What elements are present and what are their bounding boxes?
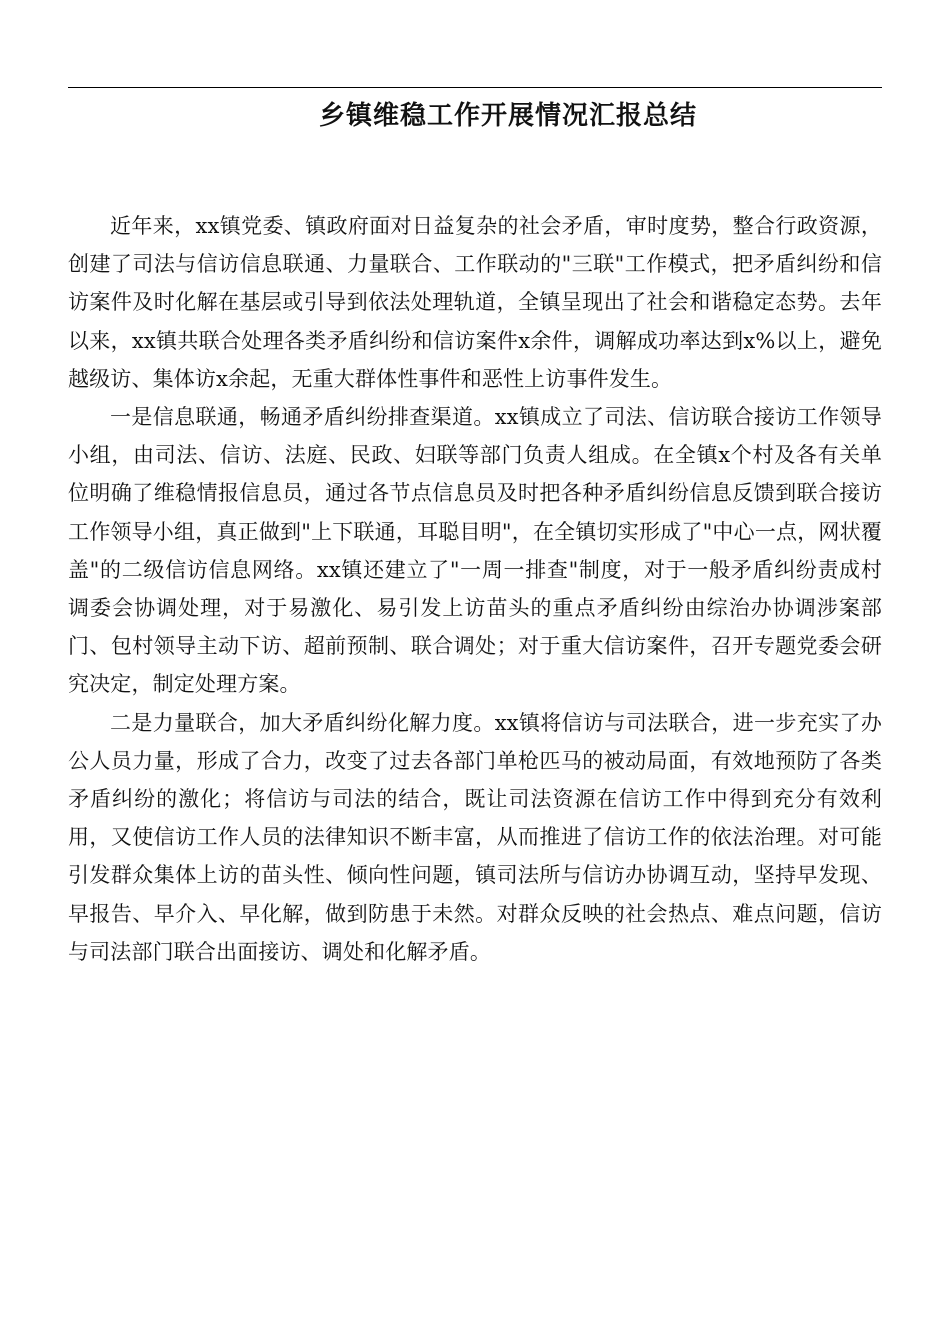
paragraph-force-combination: 二是力量联合，加大矛盾纠纷化解力度。xx镇将信访与司法联合，进一步充实了办公人员力量，形成了合力，改变了过去各部门单枪匹马的被动局面，有效地预防了各类矛盾纠纷的激化；将信访与司法的结合，既让司法资源在信访工作中得到充分有效利用，又使信访工作人员的法律知识不断丰富，从而推进了信访工作的依法治理。对可能引发群众集体上访的苗头性、倾向性问题，镇司法所与信访办协调互动，坚持早发现、早报告、早介入、早化解，做到防患于未然。对群众反映的社会热点、难点问题，信访与司法部门联合出面接访、调处和化解矛盾。 — [68, 710, 882, 964]
paragraph-information-link: 一是信息联通，畅通矛盾纠纷排查渠道。xx镇成立了司法、信访联合接访工作领导小组，由司法、信访、法庭、民政、妇联等部门负责人组成。在全镇x个村及各有关单位明确了维稳情报信息员，通过各节点信息员及时把各种矛盾纠纷信息反馈到联合接访工作领导小组，真正做到"上下联通，耳聪目明"，在全镇切实形成了"中心一点，网状覆盖"的二级信访信息网络。xx镇还建立了"一周一排查"制度，对于一般矛盾纠纷责成村调委会协调处理，对于易激化、易引发上访苗头的重点矛盾纠纷由综治办协调涉案部门、包村领导主动下访、超前预制、联合调处；对于重大信访案件，召开专题党委会研究决定，制定处理方案。 — [68, 405, 882, 697]
header-rule — [68, 87, 882, 88]
document-title: 乡镇维稳工作开展情况汇报总结 — [318, 101, 697, 131]
document-body — [68, 207, 882, 971]
paragraph-intro: 近年来，xx镇党委、镇政府面对日益复杂的社会矛盾，审时度势，整合行政资源，创建了司法与信访信息联通、力量联合、工作联动的"三联"工作模式，把矛盾纠纷和信访案件及时化解在基层或引导到依法处理轨道，全镇呈现出了社会和谐稳定态势。去年以来，xx镇共联合处理各类矛盾纠纷和信访案件x余件，调解成功率达到x%以上，避免越级访、集体访x余起，无重大群体性事件和恶性上访事件发生。 — [68, 214, 882, 391]
